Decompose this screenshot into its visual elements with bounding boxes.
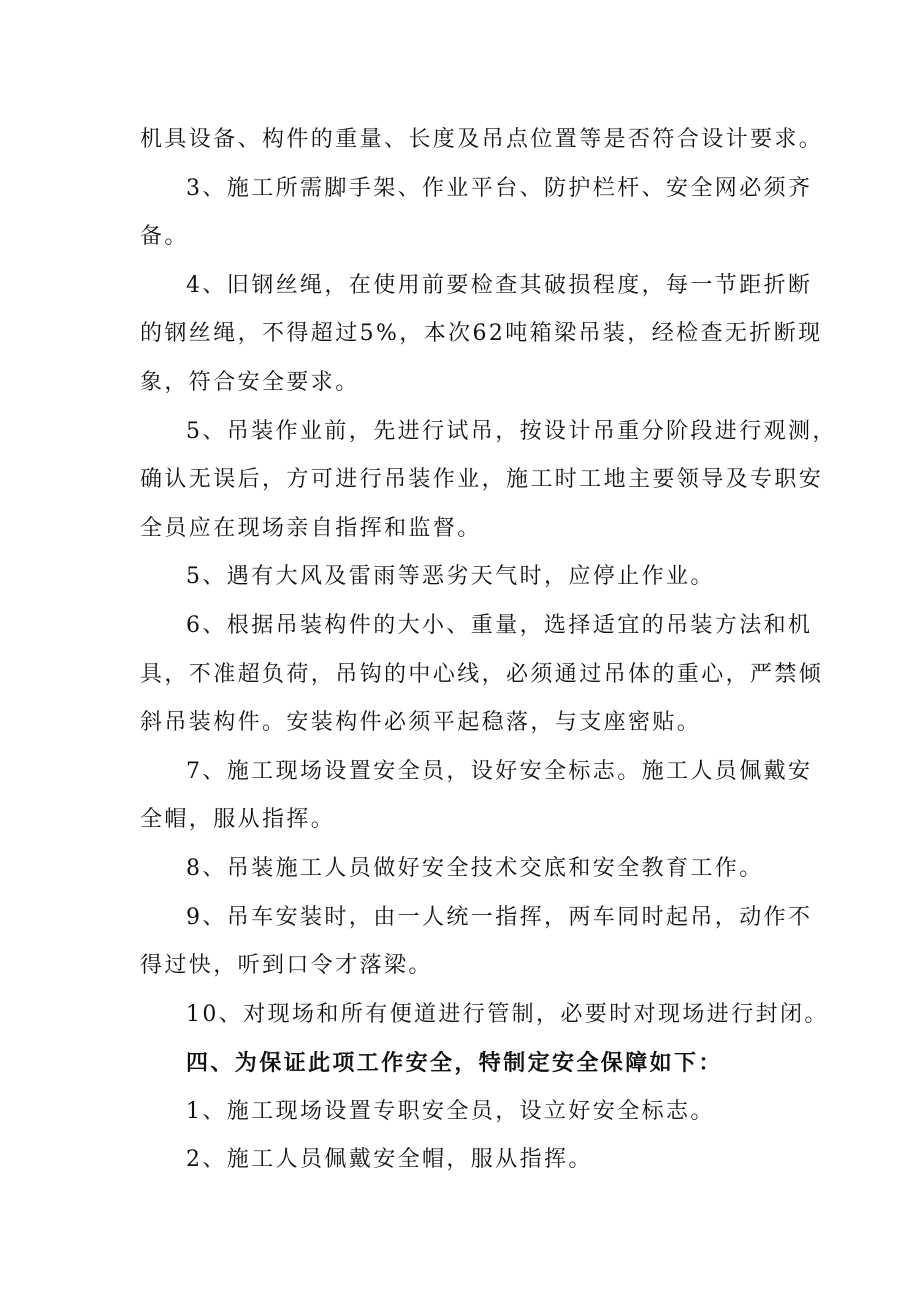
paragraph-line: 象，符合安全要求。 [140,369,360,395]
paragraph-line: 的钢丝绳，不得超过5%，本次62吨箱梁吊装，经检查无折断现 [140,321,823,347]
paragraph-line: 6、根据吊装构件的大小、重量，选择适宜的吊装方法和机 [186,612,813,638]
paragraph-line: 备。 [140,224,189,250]
paragraph-line: 得过快，听到口令才落梁。 [140,953,433,979]
paragraph-line: 5、遇有大风及雷雨等恶劣天气时，应停止作业。 [186,564,715,590]
paragraph-line: 具，不准超负荷，吊钩的中心线，必须通过吊体的重心，严禁倾 [140,661,824,687]
paragraph-line: 8、吊装施工人员做好安全技术交底和安全教育工作。 [186,855,764,881]
paragraph-line: 机具设备、构件的重量、长度及吊点位置等是否符合设计要求。 [140,127,824,152]
paragraph-line: 1、施工现场设置专职安全员，设立好安全标志。 [186,1098,715,1124]
paragraph-line: 9、吊车安装时，由一人统一指挥，两车同时起吊，动作不 [186,904,813,930]
paragraph-line: 7、施工现场设置安全员，设好安全标志。施工人员佩戴安 [186,758,813,784]
section-heading: 四、为保证此项工作安全，特制定安全保障如下： [186,1050,723,1077]
paragraph-line: 确认无误后，方可进行吊装作业，施工时工地主要领导及专职安 [140,467,824,493]
paragraph-line: 2、施工人员佩戴安全帽，服从指挥。 [186,1147,593,1173]
paragraph-line: 3、施工所需脚手架、作业平台、防护栏杆、安全网必须齐 [186,175,813,201]
document-body [140,116,837,1185]
paragraph-line: 5、吊装作业前，先进行试吊，按设计吊重分阶段进行观测， [186,418,837,444]
paragraph-line: 4、旧钢丝绳，在使用前要检查其破损程度，每一节距折断 [186,272,813,298]
paragraph-line: 全帽，服从指挥。 [140,807,336,833]
paragraph-line: 全员应在现场亲自指挥和监督。 [140,515,482,541]
paragraph-line: 10、对现场和所有便道进行管制，必要时对现场进行封闭。 [186,1001,829,1027]
paragraph-line: 斜吊装构件。安装构件必须平起稳落，与支座密贴。 [140,710,702,736]
